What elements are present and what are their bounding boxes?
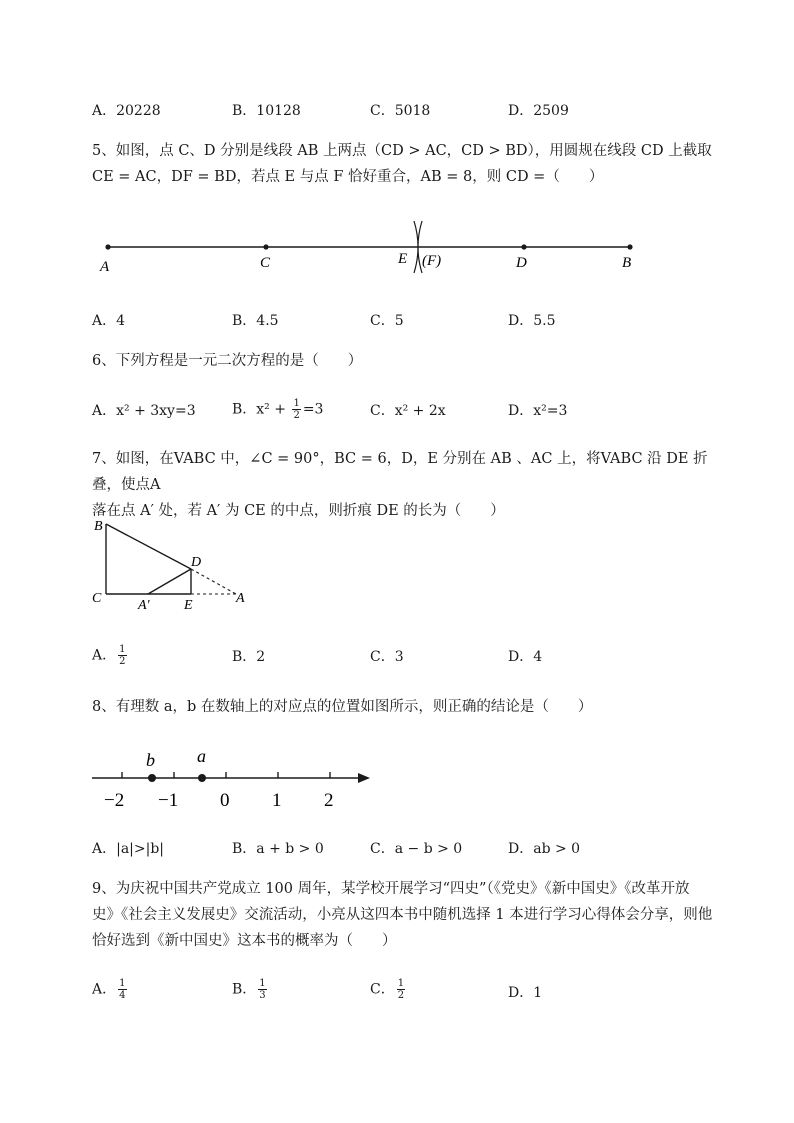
q7-option-d[interactable]: D．4 xyxy=(508,649,543,665)
point-a xyxy=(198,774,206,782)
fraction-denominator: 2 xyxy=(397,990,405,1001)
q7-option-a-prefix: A． xyxy=(92,647,117,664)
q9-option-a-prefix: A． xyxy=(92,981,117,998)
q9-option-d[interactable]: D．1 xyxy=(508,985,543,1001)
q7-triangle-figure xyxy=(88,512,258,612)
q5-option-d[interactable]: D．5.5 xyxy=(508,313,556,329)
q5-line-1: 5、如图，点 C、D 分别是线段 AB 上两点（CD > AC，CD > BD），用圆规在线段 CD 上截取 xyxy=(92,143,712,159)
fraction-denominator: 4 xyxy=(119,990,126,1001)
q5-stem xyxy=(92,138,732,190)
point-c xyxy=(263,244,268,249)
label-e: E xyxy=(184,598,193,612)
q4-option-a[interactable]: A．20228 xyxy=(92,103,161,119)
fraction xyxy=(118,978,126,1001)
point-a xyxy=(105,244,110,249)
label-d: D xyxy=(191,555,202,570)
tick-label: 1 xyxy=(272,790,282,811)
segment-da-dashed xyxy=(191,569,236,594)
q4-option-c[interactable]: C．5018 xyxy=(370,103,431,119)
q5-segment-figure xyxy=(92,215,652,275)
q6-option-b-suffix: =3 xyxy=(302,401,324,418)
q7-line-2: 落在点 A′ 处，若 A′ 为 CE 的中点，则折痕 DE 的长为（ ） xyxy=(92,503,505,519)
segment-da-prime xyxy=(148,569,191,594)
q8-option-a[interactable]: A．|a|>|b| xyxy=(92,841,165,857)
q8-stem: 8、有理数 a，b 在数轴上的对应点的位置如图所示，则正确的结论是（ ） xyxy=(92,699,593,715)
label-c: C xyxy=(92,591,102,606)
q9-line-2: 史》《社会主义发展史》交流活动，小亮从这四本书中随机选择 1 本进行学习心得体会分享，则他 xyxy=(92,907,713,923)
tick-label: 2 xyxy=(324,790,334,811)
q5-option-c[interactable]: C．5 xyxy=(370,313,404,329)
q6-options xyxy=(92,398,712,426)
q6-option-a[interactable]: A．x² + 3xy=3 xyxy=(92,403,196,419)
tick-label: −2 xyxy=(104,790,125,811)
q6-option-d[interactable]: D．x²=3 xyxy=(508,403,568,419)
label-a-prime: A′ xyxy=(138,598,150,612)
q4-option-b[interactable]: B．10128 xyxy=(232,103,301,119)
q8-option-c[interactable]: C．a − b > 0 xyxy=(370,841,463,857)
point-label-a: a xyxy=(197,746,206,766)
q9-line-3: 恰好选到《新中国史》这本书的概率为（ ） xyxy=(92,933,397,949)
point-label-b: b xyxy=(146,750,155,770)
q4-options xyxy=(92,100,712,124)
q5-line-2: CE = AC，DF = BD，若点 E 与点 F 恰好重合，AB = 8，则 CD =（ ） xyxy=(92,169,604,185)
q5-options xyxy=(92,310,712,334)
q9-option-a[interactable] xyxy=(92,978,129,1001)
q9-line-1: 9、为庆祝中国共产党成立 100 周年，某学校开展学习“四史”（《党史》《新中国史》《改革开放 xyxy=(92,881,690,897)
fraction-denominator: 3 xyxy=(259,990,266,1001)
q7-option-b[interactable]: B．2 xyxy=(232,649,266,665)
label-b: B xyxy=(94,519,103,534)
q7-line-1: 7、如图，在VABC 中，∠C = 90°，BC = 6，D，E 分别在 AB 、AC 上，将VABC 沿 DE 折叠，使点A xyxy=(92,451,708,493)
label-b: B xyxy=(622,255,632,271)
fraction-numerator: 1 xyxy=(293,398,300,409)
fraction xyxy=(292,398,300,421)
axis-arrow-icon xyxy=(358,773,370,783)
q9-option-b-prefix: B． xyxy=(232,981,257,998)
q5-option-b[interactable]: B．4.5 xyxy=(232,313,279,329)
fraction-denominator: 2 xyxy=(293,410,300,421)
q8-options xyxy=(92,838,712,862)
label-a: A xyxy=(100,259,110,275)
label-c: C xyxy=(260,255,271,271)
q7-option-a[interactable] xyxy=(92,644,129,667)
q9-option-c-prefix: C． xyxy=(370,981,395,998)
q8-option-b[interactable]: B．a + b > 0 xyxy=(232,841,324,857)
q9-stem xyxy=(92,876,732,954)
q6-stem: 6、下列方程是一元二次方程的是（ ） xyxy=(92,353,363,369)
point-b xyxy=(627,244,632,249)
q6-option-b-prefix: B．x² + xyxy=(232,401,291,418)
q4-option-d[interactable]: D．2509 xyxy=(508,103,569,119)
fraction-numerator: 1 xyxy=(259,978,266,989)
tick-label: −1 xyxy=(158,790,179,811)
label-a: A xyxy=(236,591,245,606)
label-d: D xyxy=(516,255,527,271)
fraction xyxy=(118,644,126,667)
q8-number-line xyxy=(88,742,378,814)
fraction-numerator: 1 xyxy=(397,978,405,989)
fraction xyxy=(258,978,266,1001)
q5-option-a[interactable]: A．4 xyxy=(92,313,126,329)
point-b xyxy=(148,774,156,782)
point-d xyxy=(521,244,526,249)
q9-option-b[interactable] xyxy=(232,978,269,1001)
q9-option-c[interactable] xyxy=(370,978,407,1001)
q9-options xyxy=(92,978,712,1008)
fraction-denominator: 2 xyxy=(119,656,126,667)
side-bd xyxy=(106,524,191,569)
q6-option-b[interactable] xyxy=(232,398,323,421)
label-e: E xyxy=(398,251,408,267)
q8-option-d[interactable]: D．ab > 0 xyxy=(508,841,581,857)
fraction xyxy=(397,978,405,1001)
q7-options xyxy=(92,644,712,672)
label-f: (F) xyxy=(422,253,442,269)
q7-option-c[interactable]: C．3 xyxy=(370,649,404,665)
tick-label: 0 xyxy=(220,790,230,811)
q6-option-c[interactable]: C．x² + 2x xyxy=(370,403,446,419)
fraction-numerator: 1 xyxy=(119,644,126,655)
fraction-numerator: 1 xyxy=(119,978,126,989)
